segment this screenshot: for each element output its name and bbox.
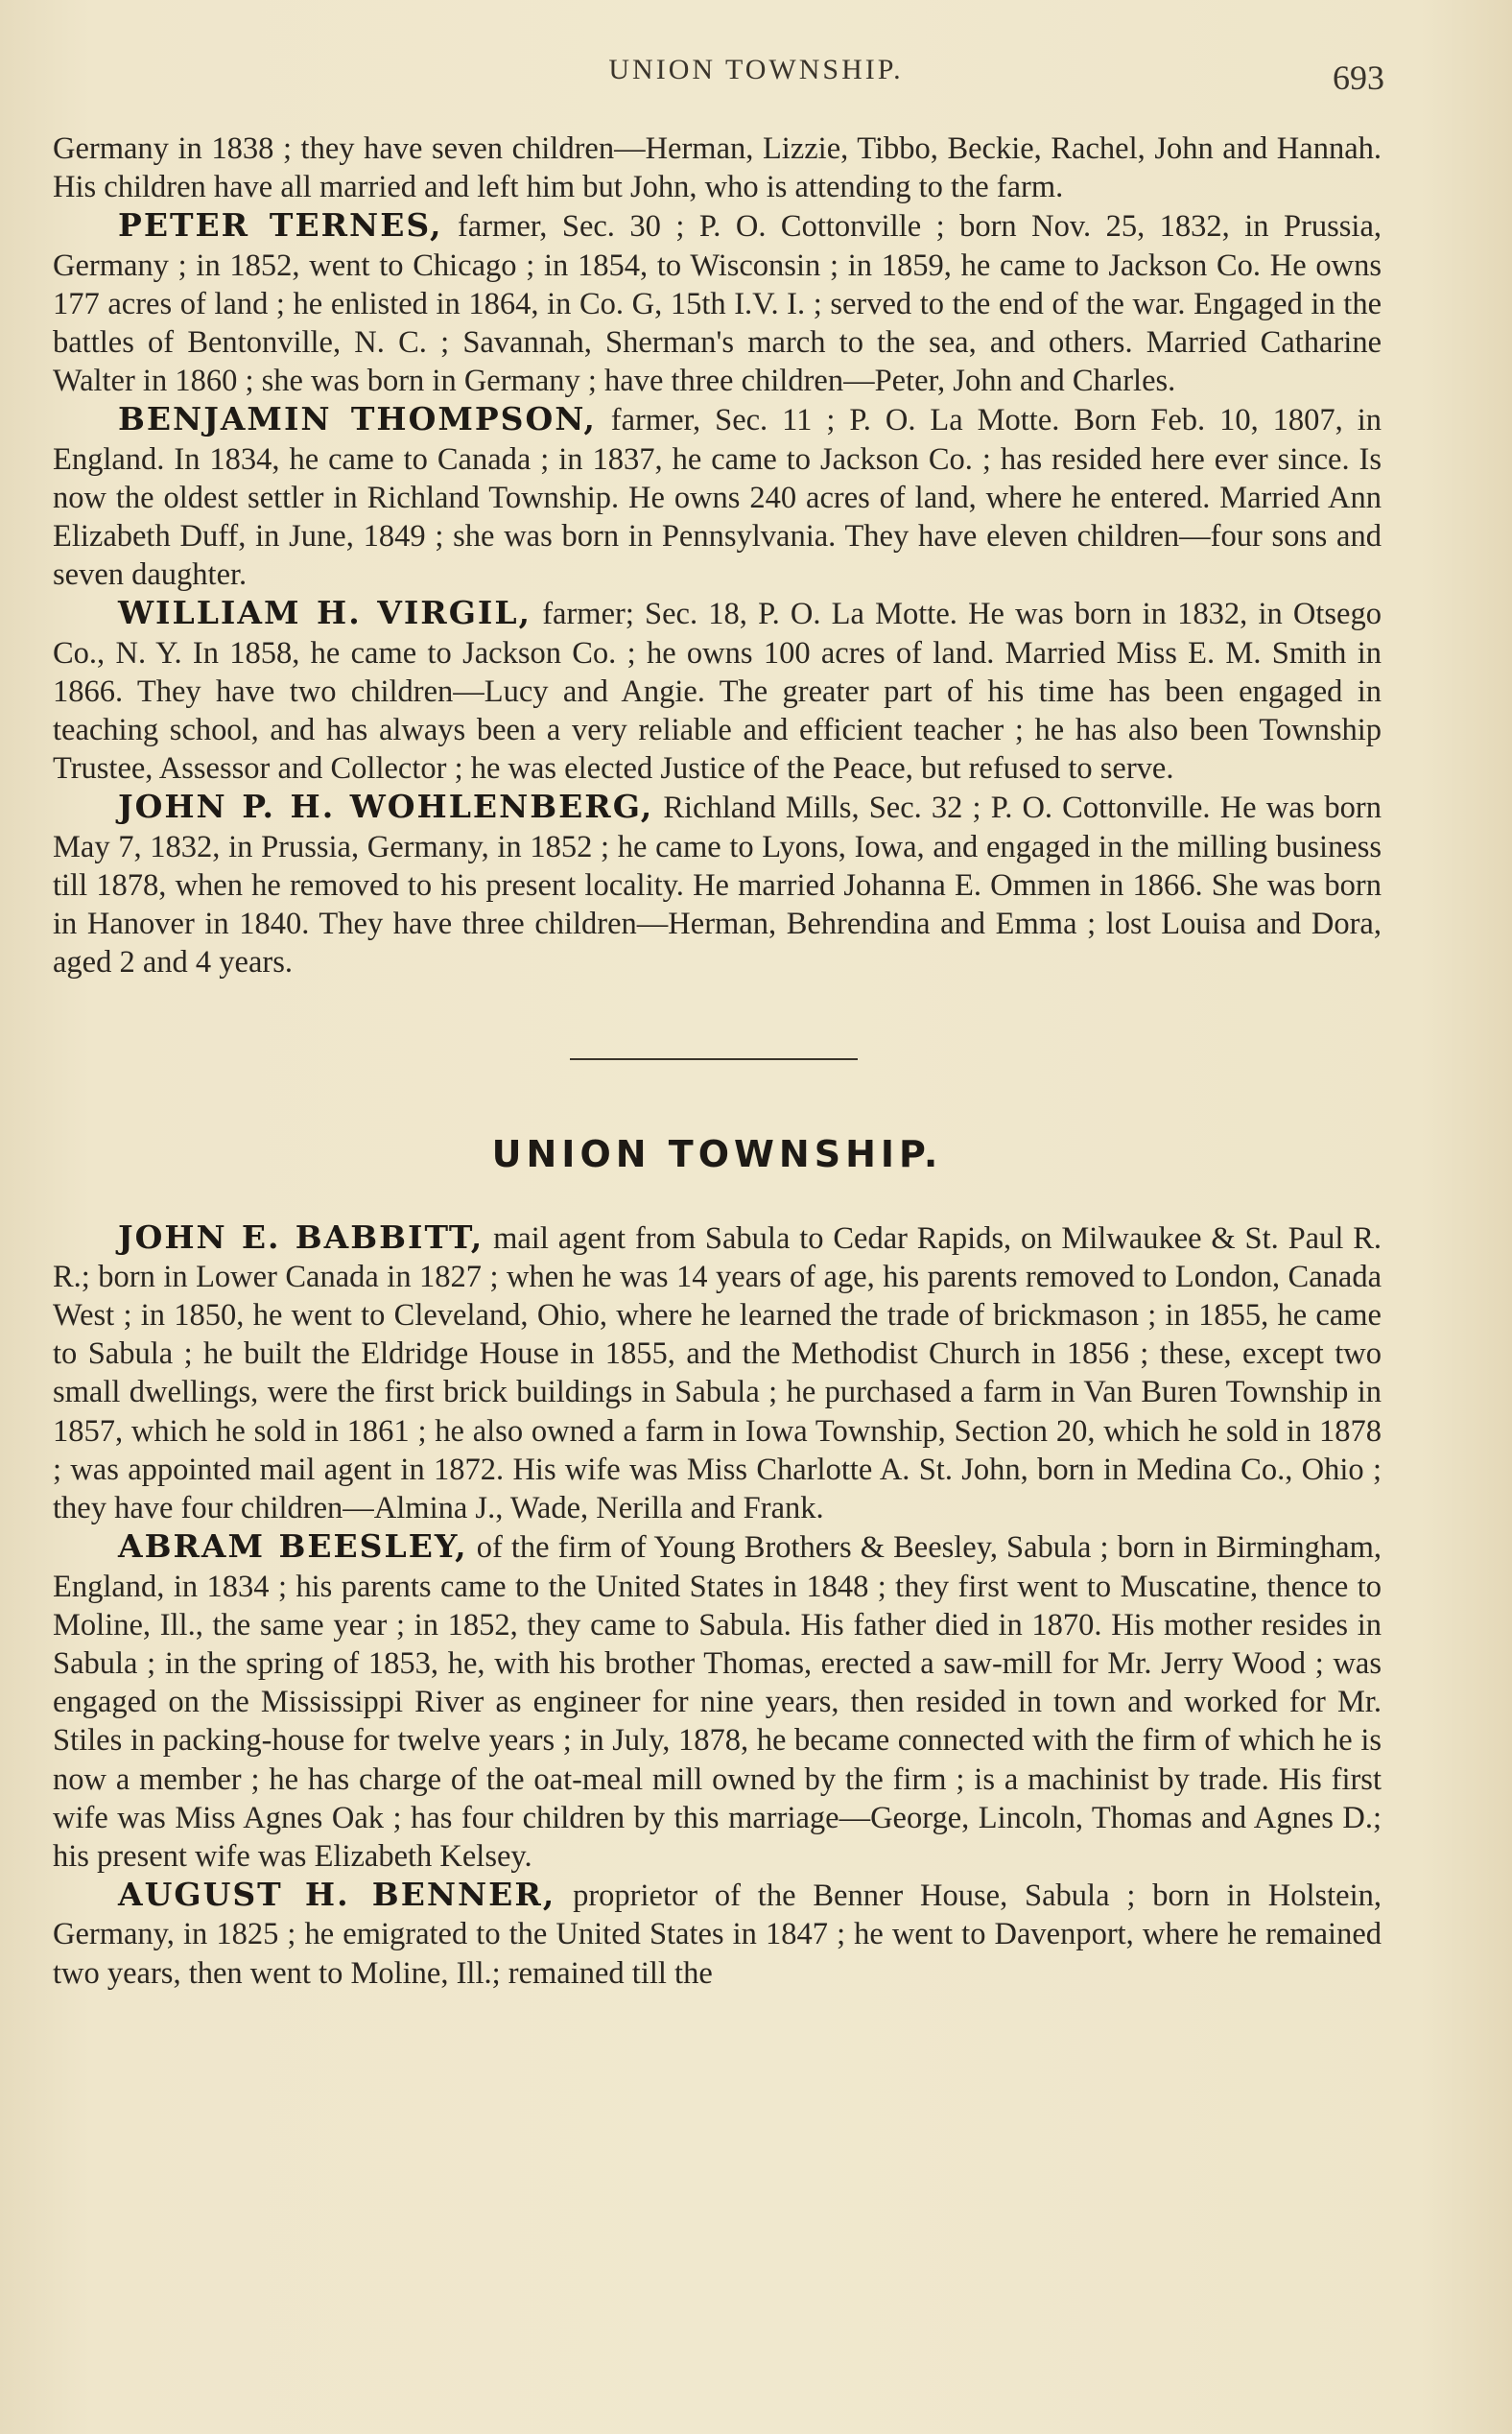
- biography-entry: [53, 788, 1382, 981]
- biography-entry: [53, 1527, 1382, 1876]
- entry-text: of the firm of Young Brothers & Beesley, Sabula ; born in Birmingham, England, in 1834 ; his parents came to the United States in 1848 ; they first went to Muscatine, thence to Moline, Ill., the same year ; in 1852, they came to Sabula. His father died in 1870. His mother resides in Sabula ; in the spring of 1853, he, with his brother Thomas, erected a saw-mill for Mr. Jerry Wood ; was engaged on the Mississippi River as engineer for nine years, then resided in town and worked for Mr. Stiles in packing-house for twelve years ; in July, 1878, he became connected with the firm of which he is now a member ; he has charge of the oat-meal mill owned by the firm ; is a machinist by trade. His first wife was Miss Agnes Oak ; has four children by this marriage—George, Lincoln, Thomas and Agnes D.; his present wife was Elizabeth Kelsey.: [53, 1530, 1382, 1874]
- divider-rule: [570, 1058, 858, 1060]
- entry-name: PETER TERNES,: [118, 206, 443, 245]
- biography-entry: [53, 1876, 1382, 1993]
- entry-name: WILLIAM H. VIRGIL,: [118, 594, 532, 632]
- entry-text: farmer, Sec. 11 ; P. O. La Motte. Born Feb. 10, 1807, in England. In 1834, he came to Canada ; in 1837, he came to Jackson Co. ; has resided here ever since. Is now the oldest settler in Richland Township. He owns 240 acres of land, where he entered. Married Ann Elizabeth Duff, in June, 1849 ; she was born in Pennsylvania. They have eleven children—four sons and seven daughter.: [53, 403, 1382, 593]
- entry-name: JOHN E. BABBITT,: [118, 1217, 484, 1256]
- biography-entry: [53, 594, 1382, 788]
- entry-name: ABRAM BEESLEY,: [118, 1527, 468, 1566]
- biography-entry: [53, 206, 1382, 400]
- entry-text: farmer, Sec. 30 ; P. O. Cottonville ; born Nov. 25, 1832, in Prussia, Germany ; in 1852, went to Chicago ; in 1854, to Wisconsin ; in 1859, he came to Jackson Co. He owns 177 acres of land ; he enlisted in 1864, in Co. G, 15th I.V. I. ; served to the end of the war. Engaged in the battles of Bentonville, N. C. ; Savannah, Sherman's march to the sea, and others. Married Catharine Walter in 1860 ; she was born in Germany ; have three children—Peter, John and Charles.: [53, 209, 1382, 399]
- page-number: 693: [1333, 59, 1384, 97]
- biography-entry: [53, 1218, 1382, 1528]
- text-column: [53, 130, 1382, 1993]
- section-heading: UNION TOWNSHIP.: [491, 1133, 943, 1176]
- section-divider: [53, 981, 1382, 1135]
- entry-text: Richland Mills, Sec. 32 ; P. O. Cottonville. He was born May 7, 1832, in Prussia, Germany, in 1852 ; he came to Lyons, Iowa, and engaged in the milling business till 1878, when he removed to his present locality. He married Johanna E. Ommen in 1866. She was born in Hanover in 1840. They have three children—Herman, Behrendina and Emma ; lost Louisa and Dora, aged 2 and 4 years.: [53, 791, 1382, 981]
- biography-entry: [53, 400, 1382, 594]
- entry-text: proprietor of the Benner House, Sabula ; born in Holstein, Germany, in 1825 ; he emigrated to the United States in 1847 ; he went to Davenport, where he remained two years, then went to Moline, Ill.; remained till the: [53, 1879, 1382, 1991]
- entry-text: mail agent from Sabula to Cedar Rapids, on Milwaukee & St. Paul R. R.; born in Lower Canada in 1827 ; when he was 14 years of age, his parents removed to London, Canada West ; in 1850, he went to Cleveland, Ohio, where he learned the trade of brickmason ; in 1855, he came to Sabula ; he built the Eldridge House in 1855, and the Methodist Church in 1856 ; these, except two small dwellings, were the first brick buildings in Sabula ; he purchased a farm in Van Buren Township in 1857, which he sold in 1861 ; he also owned a farm in Iowa Township, Section 20, which he sold in 1878 ; was appointed mail agent in 1872. His wife was Miss Charlotte A. St. John, born in Medina Co., Ohio ; they have four children—Almina J., Wade, Nerilla and Frank.: [53, 1220, 1382, 1526]
- continued-paragraph: Germany in 1838 ; they have seven children—Herman, Lizzie, Tibbo, Beckie, Rachel, John and Hannah. His children have all married and left him but John, who is attending to the farm.: [53, 131, 1382, 205]
- entry-name: AUGUST H. BENNER,: [118, 1876, 556, 1914]
- entry-name: JOHN P. H. WOHLENBERG,: [118, 788, 654, 826]
- entry-text: farmer; Sec. 18, P. O. La Motte. He was born in 1832, in Otsego Co., N. Y. In 1858, he came to Jackson Co. ; he owns 100 acres of land. Married Miss E. M. Smith in 1866. They have two children—Lucy and Angie. The greater part of his time has been engaged in teaching school, and has always been a very reliable and efficient teacher ; he has also been Township Trustee, Assessor and Collector ; he was elected Justice of the Peace, but refused to serve.: [53, 597, 1382, 787]
- running-title: UNION TOWNSHIP.: [608, 54, 904, 85]
- entry-name: BENJAMIN THOMPSON,: [118, 400, 597, 438]
